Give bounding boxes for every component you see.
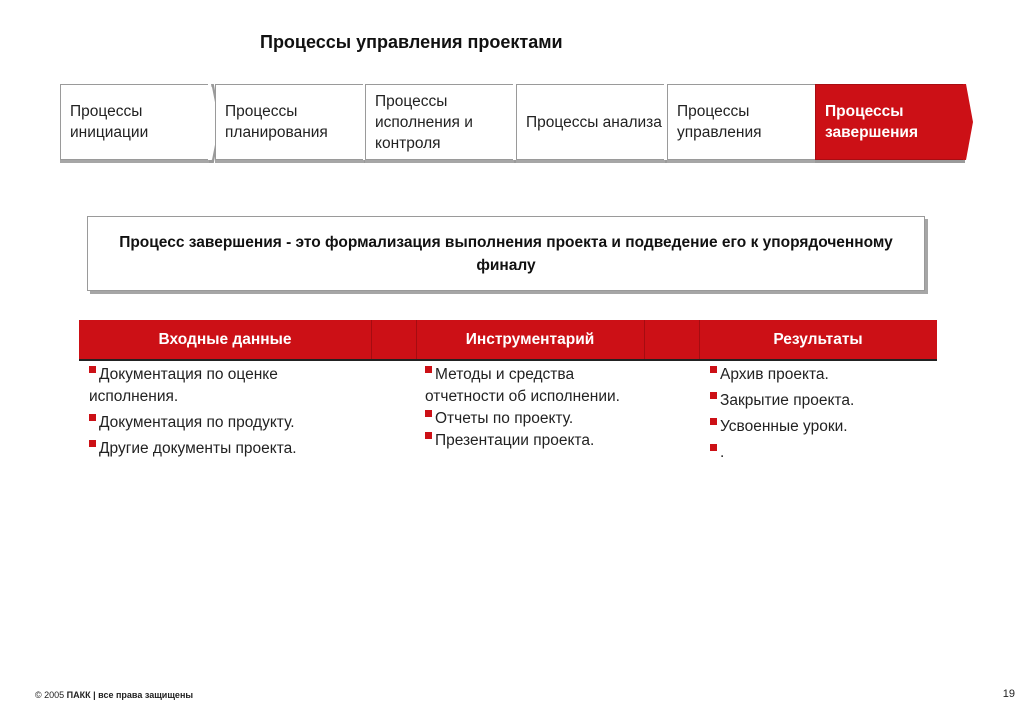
bullet-square-icon [425,432,432,439]
step-label: Процессы инициации [70,103,149,141]
list-item: Методы и средства отчетности об исполнении. [425,366,620,405]
results-column [710,364,930,468]
page-number: 19 [1002,688,1015,700]
step-management [667,84,823,162]
bullet-square-icon [710,366,717,373]
page-title: Процессы управления проектами [260,32,563,52]
footer-copyright: © 2005 ПАКК | все права защищены [35,690,194,700]
step-label: Процессы анализа [526,113,662,131]
company-name: ПАКК [66,690,91,700]
step-label: Процессы завершения [825,103,919,141]
process-steps [60,84,970,168]
header-results: Результаты [773,330,863,348]
list-item: Отчеты по проекту. [425,408,655,430]
list-item: Презентации проекта. [425,430,655,452]
bullet-square-icon [425,366,432,373]
step-initiation [60,84,216,162]
header-inputs: Входные данные [158,330,292,348]
step-analysis [516,84,672,162]
list-item: Архив проекта. [710,364,930,386]
list-item: Закрытие проекта. [710,390,930,412]
header-tools: Инструментарий [465,330,595,348]
table-header [79,320,937,361]
definition-box [87,216,925,291]
bullet-square-icon [710,418,717,425]
bullet-square-icon [425,410,432,417]
list-item: . [710,442,930,464]
list-item: Усвоенные уроки. [710,416,930,438]
bullet-square-icon [710,444,717,451]
step-closing [815,84,971,162]
list-item: Документация по продукту. [89,412,359,434]
step-execution-control [365,84,521,162]
list-item: Документация по оценке исполнения. [89,366,278,405]
step-planning [215,84,371,162]
bullet-square-icon [710,392,717,399]
definition-text: Процесс завершения - это формализация выполнения проекта и подведение его к упорядоченному финалу [119,233,893,274]
list-item: Другие документы проекта. [89,438,359,460]
bullet-square-icon [89,440,96,447]
bullet-square-icon [89,366,96,373]
inputs-column [89,364,359,464]
bullet-square-icon [89,414,96,421]
step-label: Процессы управления [677,103,762,141]
step-label: Процессы планирования [225,103,328,141]
step-label: Процессы исполнения и контроля [375,92,473,152]
rights-text: | все права защищены [93,690,194,700]
tools-column [425,364,655,456]
